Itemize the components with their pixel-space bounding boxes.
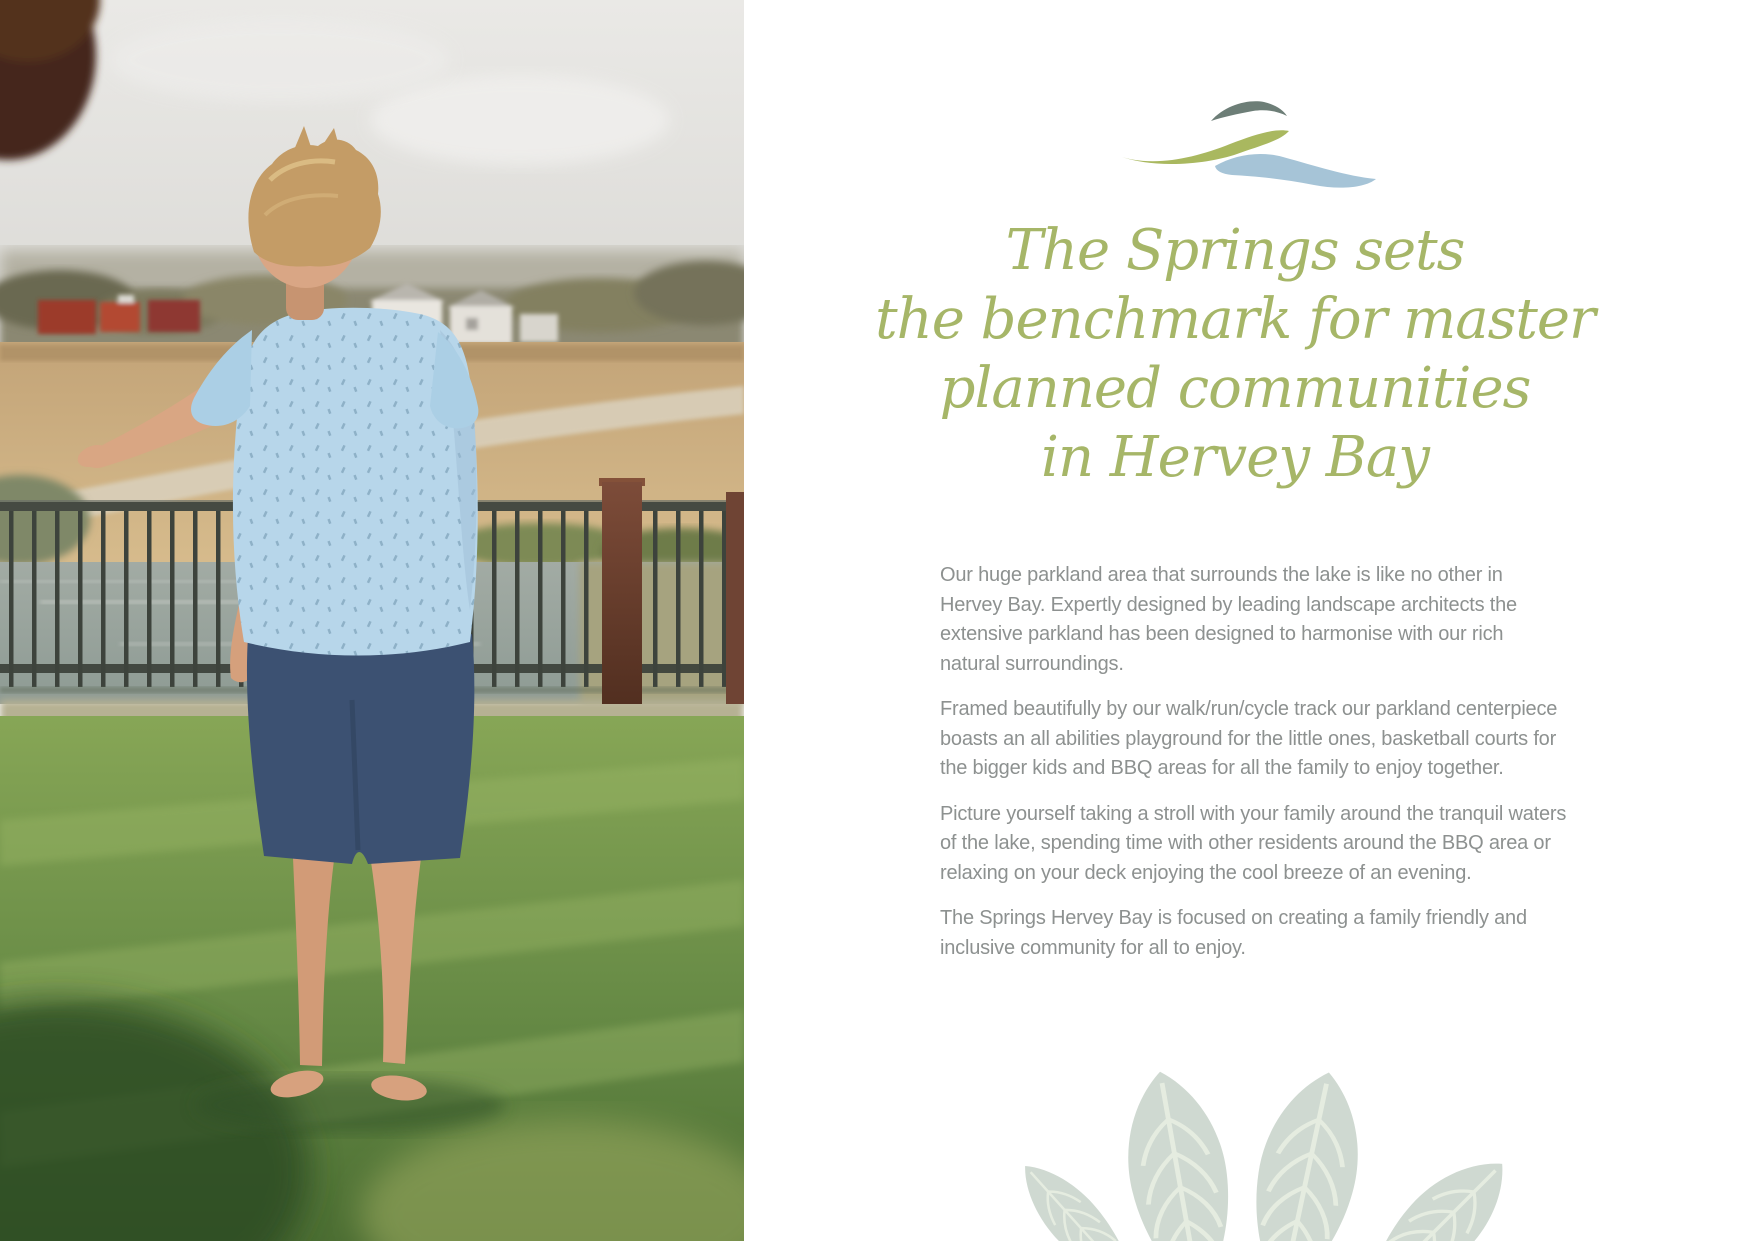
- leaf-right: [1343, 1139, 1505, 1241]
- body-line: the bigger kids and BBQ areas for all the family to enjoy together.: [940, 757, 1504, 779]
- body-line: boasts an all abilities playground for the little ones, basketball courts for: [940, 727, 1557, 750]
- body-line: relaxing on your deck enjoying the cool breeze of an evening.: [940, 861, 1472, 884]
- leaf-center-right: [1234, 1062, 1376, 1241]
- photo-scene: [0, 0, 744, 1241]
- page-title: [845, 216, 1625, 492]
- paragraph: [940, 800, 1620, 889]
- photo-red-sheds: [38, 295, 200, 334]
- paragraph: [940, 904, 1620, 963]
- body-line: Our huge parkland area that surrounds the lake is like no other in: [940, 564, 1503, 586]
- leaf-center-left: [1112, 1063, 1247, 1241]
- boy-on-lawn-photo: [0, 0, 744, 1241]
- logo-bottom-wave: [1215, 154, 1376, 188]
- body-line: extensive parkland has been designed to harmonise with our rich: [940, 623, 1504, 645]
- title-line: The Springs sets: [1005, 218, 1465, 283]
- body-line: of the lake, spending time with other residents around the BBQ area or: [940, 832, 1551, 854]
- body-line: Framed beautifully by our walk/run/cycle track our parkland centerpiece: [940, 698, 1558, 720]
- springs-wave-logo: [1120, 96, 1380, 192]
- body-copy: [940, 561, 1620, 979]
- title-line: the benchmark for master: [875, 287, 1595, 352]
- logo-top-wave: [1211, 101, 1287, 121]
- paragraph: [940, 561, 1620, 679]
- title-line: planned communities: [939, 356, 1531, 421]
- leaf-decoration: [1005, 1035, 1505, 1241]
- body-line: natural surroundings.: [940, 652, 1124, 675]
- body-line: Picture yourself taking a stroll with your family around the tranquil waters: [940, 802, 1567, 825]
- body-line: inclusive community for all to enjoy.: [940, 936, 1246, 959]
- title-line: in Hervey Bay: [1041, 425, 1429, 490]
- wave-logo-icon: [1120, 96, 1380, 192]
- paragraph: [940, 695, 1620, 784]
- body-line: The Springs Hervey Bay is focused on creating a family friendly and: [940, 907, 1527, 929]
- body-line: Hervey Bay. Expertly designed by leading landscape architects the: [940, 593, 1517, 616]
